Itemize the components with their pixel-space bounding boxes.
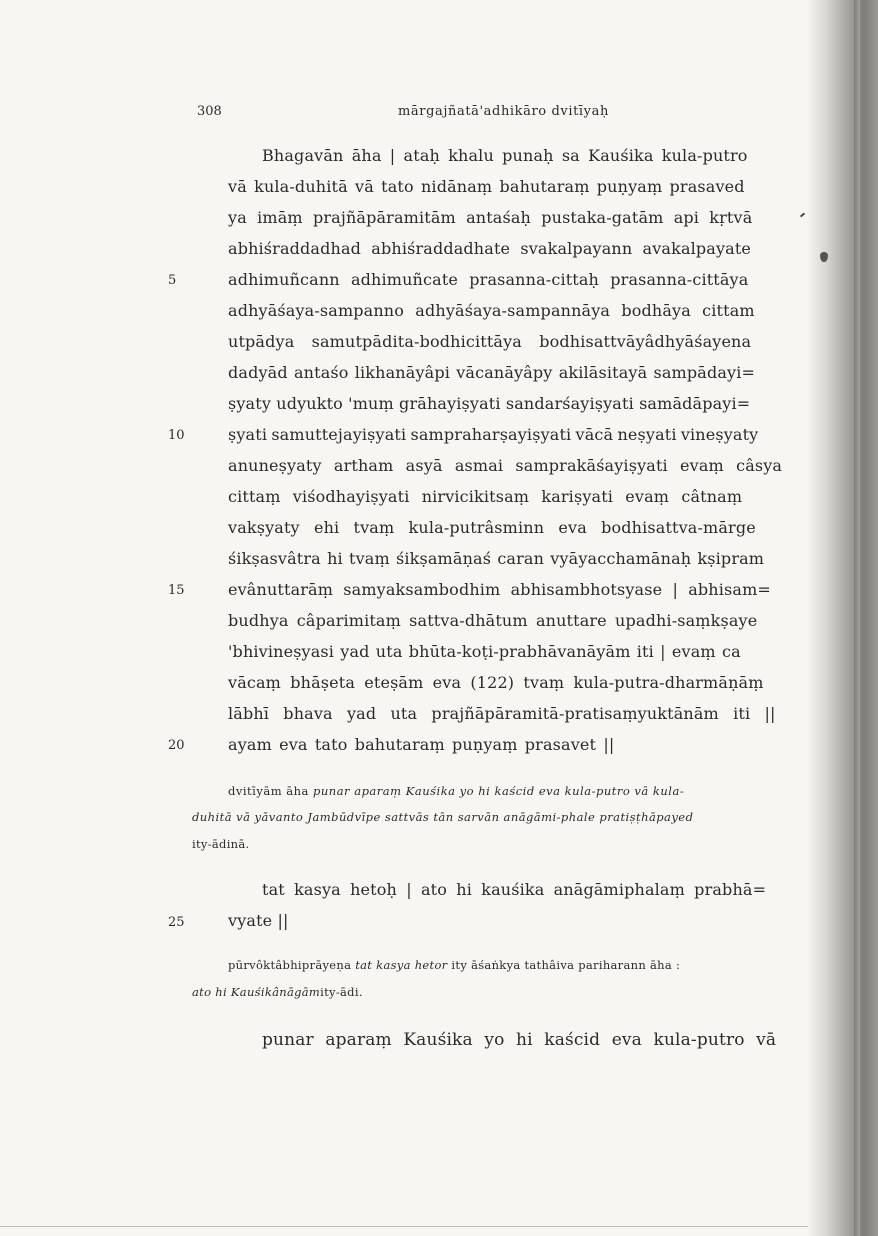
commentary-2-rest: ity āśaṅkya tathâiva pariharann āha : [447, 958, 681, 972]
text-line-8: dadyād antaśo likhanāyâpi vācanāyâpy akilāsitayā sampādayi= [228, 363, 756, 382]
text-line-19: lābhī bhava yad uta prajñāpāramitā-pratisaṃyuktānām iti || [228, 704, 776, 723]
page-number: 308 [197, 104, 222, 119]
running-title: mārgajñatā'adhikāro dvitīyaḥ [398, 104, 609, 119]
commentary-1-intro: dvitīyām āha [228, 784, 314, 798]
text-line-4: abhiśraddadhad abhiśraddadhate svakalpayann avakalpayate [228, 239, 752, 258]
line-number-15: 15 [168, 583, 185, 598]
mid-text-line-2: vyate || [228, 911, 289, 930]
commentary-1-line-1 [228, 784, 684, 798]
text-line-7: utpādya samutpādita-bodhicittāya bodhisattvāyâdhyāśayena [228, 332, 752, 351]
commentary-2-line-2 [192, 985, 363, 999]
text-line-13: vakṣyaty ehi tvaṃ kula-putrâsminn eva bodhisattva-mārge [228, 518, 756, 537]
commentary-2-quote: tat kasya hetor [355, 958, 448, 972]
text-line-1: Bhagavān āha | ataḥ khalu punaḥ sa Kauśika kula-putro [262, 146, 748, 165]
page-bottom-edge [0, 1226, 808, 1227]
text-line-15: evânuttarāṃ samyaksambodhim abhisambhotsyase | abhisam= [228, 580, 771, 599]
text-line-10: ṣyati samuttejayiṣyati sampraharṣayiṣyati vācā neṣyati vineṣyaty [228, 425, 759, 444]
text-line-12: cittaṃ viśodhayiṣyati nirvicikitsaṃ kariṣyati evaṃ câtnaṃ [228, 487, 743, 506]
commentary-1-line-2: duhitā vā yāvanto Jambūdvīpe sattvās tān sarvān anāgāmi-phale pratiṣṭhāpayed [192, 810, 694, 824]
text-line-17: 'bhivineṣyasi yad uta bhūta-koṭi-prabhāvanāyām iti | evaṃ ca [228, 642, 741, 661]
commentary-1-quote: punar aparaṃ Kauśika yo hi kaścid eva kula-putro vā kula- [313, 784, 685, 798]
book-binding [808, 0, 878, 1236]
mid-text-line-1: tat kasya hetoḥ | ato hi kauśika anāgāmiphalaṃ prabhā= [262, 880, 767, 899]
ink-tick [800, 213, 805, 218]
line-number-5: 5 [168, 273, 177, 288]
text-line-16: budhya câparimitaṃ sattva-dhātum anuttare upadhi-saṃkṣaye [228, 611, 758, 630]
text-line-11: anuneṣyaty artham asyā asmai samprakāśayiṣyati evaṃ câsya [228, 456, 783, 475]
line-number-20: 20 [168, 738, 185, 753]
final-text-line: punar aparaṃ Kauśika yo hi kaścid eva kula-putro vā [262, 1030, 777, 1050]
commentary-2-tail: ity-ādi. [320, 985, 363, 999]
commentary-1-line-3: ity-ādinā. [192, 837, 250, 851]
text-line-14: śikṣasvâtra hi tvaṃ śikṣamāṇaś caran vyāyacchamānaḥ kṣipram [228, 549, 765, 568]
text-line-2: vā kula-duhitā vā tato nidānaṃ bahutaraṃ puṇyaṃ prasaved [228, 177, 745, 196]
text-line-5: adhimuñcann adhimuñcate prasanna-cittaḥ prasanna-cittāya [228, 270, 749, 289]
text-line-18: vācaṃ bhāṣeta eteṣām eva (122) tvaṃ kula-putra-dharmāṇāṃ [228, 673, 764, 692]
text-line-6: adhyāśaya-sampanno adhyāśaya-sampannāya bodhāya cittam [228, 301, 755, 320]
line-number-25: 25 [168, 915, 185, 930]
commentary-2-quote-2: ato hi Kauśikânāgām [192, 985, 321, 999]
commentary-2-line-1 [228, 958, 680, 972]
text-line-3: ya imāṃ prajñāpāramitām antaśaḥ pustaka-gatām api kṛtvā [228, 208, 753, 227]
line-number-10: 10 [168, 428, 185, 443]
commentary-2-intro: pūrvôktâbhiprāyeṇa [228, 958, 356, 972]
binding-shadow [854, 0, 860, 1236]
text-line-9: ṣyaty udyukto 'muṃ grāhayiṣyati sandarśayiṣyati samādāpayi= [228, 394, 751, 413]
text-line-20: ayam eva tato bahutaraṃ puṇyaṃ prasavet || [228, 735, 615, 754]
